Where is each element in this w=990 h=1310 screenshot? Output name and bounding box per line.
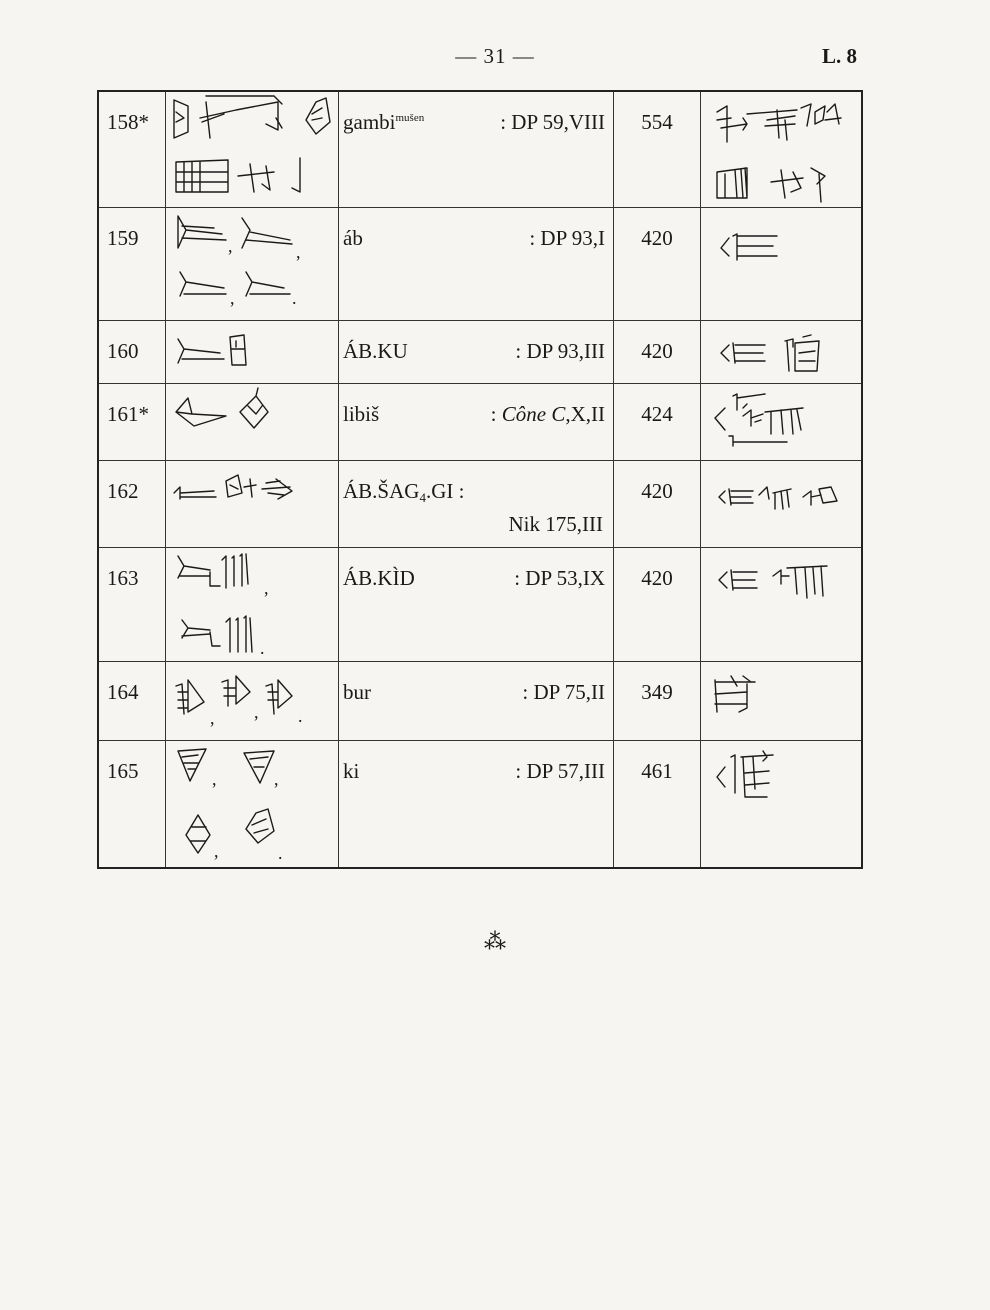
table-row [98, 207, 862, 320]
lab-number: 349 [614, 661, 701, 740]
asterism: ⁂ [484, 929, 506, 954]
sign-number: 160 [98, 320, 166, 383]
table-row [98, 320, 862, 383]
reading-text: ÁB.KU [343, 338, 408, 363]
reading-text: ki [343, 758, 360, 783]
archaic-sign-bur-drawing [166, 662, 336, 734]
svg-text:,: , [228, 235, 233, 256]
later-sign-cell [701, 383, 863, 460]
reading-text: ÁB.KÌD [343, 565, 415, 590]
archaic-sign-cell [166, 740, 339, 868]
later-sign-abshaggi-drawing [707, 467, 873, 547]
svg-text:.: . [292, 287, 297, 308]
sign-number: 161* [98, 383, 166, 460]
reading-cell [339, 383, 614, 460]
reference-text: : DP 93,III [515, 338, 605, 363]
table-row [98, 547, 862, 661]
reading-text: bur [343, 679, 371, 704]
reference-text: : DP 93,I [529, 225, 605, 250]
sign-number: 158* [98, 91, 166, 207]
later-sign-cell [701, 460, 863, 547]
page-number: — 31 — [455, 44, 535, 68]
svg-text:.: . [278, 842, 283, 863]
table-row [98, 383, 862, 460]
archaic-sign-abkid-drawing [166, 548, 336, 658]
svg-text:,: , [296, 241, 301, 262]
lab-number: 461 [614, 740, 701, 868]
later-sign-abkid-drawing [707, 554, 873, 634]
lab-number: 554 [614, 91, 701, 207]
reference-text: : DP 59,VIII [500, 110, 605, 134]
sign-number: 159 [98, 207, 166, 320]
archaic-sign-ab-drawing [166, 208, 336, 318]
lab-number: 420 [614, 320, 701, 383]
archaic-sign-libish-drawing [166, 384, 336, 454]
reading-cell [339, 740, 614, 868]
later-sign-ki-drawing [707, 747, 873, 827]
lab-number: 424 [614, 383, 701, 460]
svg-text:,: , [254, 701, 259, 722]
later-sign-cell [701, 91, 863, 207]
sign-number: 162 [98, 460, 166, 547]
determinative-mushen: mušen [395, 112, 425, 124]
later-sign-gambi-drawing [707, 98, 873, 206]
later-sign-abku-drawing [707, 327, 873, 383]
later-sign-cell [701, 547, 863, 661]
archaic-sign-abku-drawing [166, 321, 336, 377]
reading-cell [339, 661, 614, 740]
svg-text:,: , [214, 840, 219, 861]
reference-text: : DP 53,IX [514, 565, 605, 590]
table-row [98, 740, 862, 868]
later-sign-cell [701, 740, 863, 868]
later-sign-cell [701, 661, 863, 740]
lab-number: 420 [614, 460, 701, 547]
reference-text: Nik 175,III [508, 511, 603, 536]
archaic-sign-ki-drawing [166, 741, 336, 865]
later-sign-cell [701, 207, 863, 320]
archaic-sign-cell [166, 661, 339, 740]
archaic-sign-cell [166, 383, 339, 460]
reading-text: libiš [343, 401, 380, 426]
later-sign-bur-drawing [707, 668, 873, 740]
subscript-4: 4 [419, 489, 426, 505]
archaic-sign-cell [166, 91, 339, 207]
svg-text:,: , [264, 577, 269, 598]
archaic-sign-cell [166, 320, 339, 383]
reading-cell [339, 547, 614, 661]
svg-text:.: . [298, 705, 303, 726]
lab-number: 420 [614, 547, 701, 661]
reading-text: $ÁB.ŠAG_4.GI$ : [343, 478, 465, 505]
svg-text:,: , [212, 768, 217, 789]
archaic-sign-cell [166, 207, 339, 320]
svg-text:,: , [230, 287, 235, 308]
archaic-sign-cell [166, 547, 339, 661]
table-row [98, 460, 862, 547]
sign-number: 165 [107, 758, 139, 783]
svg-text:,: , [274, 768, 279, 789]
sign-number: 163 [98, 547, 166, 661]
reading-cell [339, 207, 614, 320]
table-row [98, 661, 862, 740]
later-sign-cell [701, 320, 863, 383]
archaic-sign-gambi-drawing [166, 92, 336, 204]
later-sign-libish-drawing [707, 390, 873, 460]
reading-cell [339, 460, 614, 547]
table-row [98, 91, 862, 207]
plate-label: L. 8 [822, 44, 858, 68]
reading-text: gambi$^{mušen}$ [343, 110, 425, 134]
svg-text:.: . [260, 637, 265, 658]
reference-text: : DP 75,II [522, 679, 605, 704]
archaic-sign-cell [166, 460, 339, 547]
reference-text: : Cône C,X,II [490, 401, 605, 426]
sign-table [97, 90, 863, 869]
svg-text:,: , [210, 707, 215, 728]
reading-cell [339, 320, 614, 383]
sign-number: 164 [98, 661, 166, 740]
later-sign-ab-drawing [707, 214, 873, 314]
lab-number: 420 [614, 207, 701, 320]
archaic-sign-abshaggi-drawing [166, 461, 336, 541]
reading-cell [339, 91, 614, 207]
reference-text: : DP 57,III [515, 758, 605, 783]
reading-text: áb [343, 225, 363, 250]
